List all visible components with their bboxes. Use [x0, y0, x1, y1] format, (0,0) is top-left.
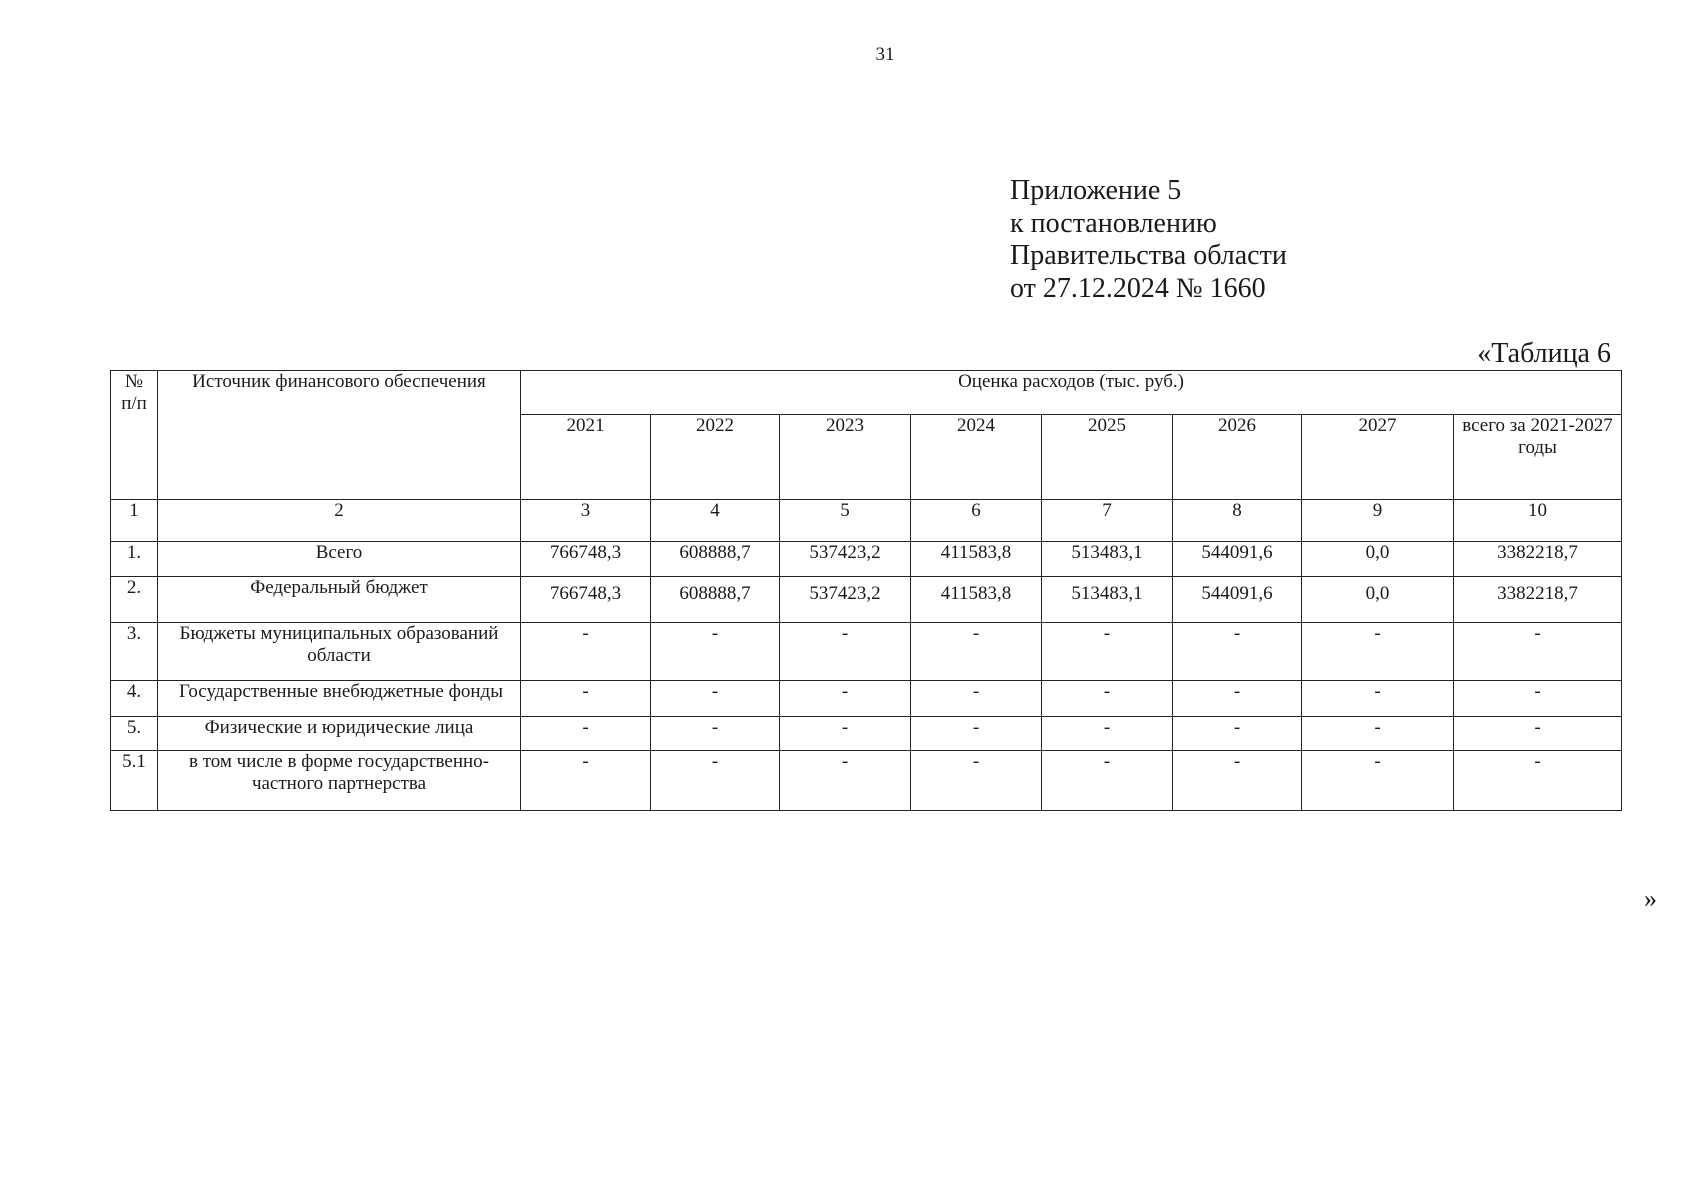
cell-value-text: 537423,2: [809, 583, 881, 604]
cell-value: -: [1302, 681, 1454, 717]
header-year: 2022: [651, 415, 780, 500]
row-source-name: Государственные внебюджетные фонды: [158, 681, 521, 717]
cell-value: -: [911, 751, 1042, 811]
header-year: 2023: [780, 415, 911, 500]
column-number: 9: [1302, 500, 1454, 542]
row-number: 2.: [111, 577, 158, 623]
column-number: 10: [1454, 500, 1622, 542]
column-number: 5: [780, 500, 911, 542]
cell-value: [651, 577, 780, 623]
cell-value-text: 766748,3: [549, 583, 622, 604]
header-year: 2027: [1302, 415, 1454, 500]
cell-value: [1042, 577, 1173, 623]
cell-value-text: 0,0: [1365, 583, 1390, 604]
cell-value: [521, 577, 651, 623]
cell-value: -: [1173, 681, 1302, 717]
row-source-name: Бюджеты муниципальных образований области: [158, 623, 521, 681]
column-number-row: [111, 500, 1622, 542]
table-row: [111, 717, 1622, 751]
header-year: 2025: [1042, 415, 1173, 500]
cell-value: -: [780, 717, 911, 751]
appendix-header: [1010, 175, 1287, 305]
row-number: 5.1: [111, 751, 158, 811]
cell-value: -: [911, 623, 1042, 681]
cell-value: -: [651, 751, 780, 811]
cell-value: -: [1173, 717, 1302, 751]
cell-value: -: [651, 717, 780, 751]
table-row: [111, 623, 1622, 681]
cell-value: -: [1173, 751, 1302, 811]
cell-value: -: [1042, 623, 1173, 681]
cell-value: [1302, 577, 1454, 623]
cell-value: 3382218,7: [1454, 542, 1622, 577]
appendix-authority: Правительства области: [1010, 240, 1287, 271]
cell-value: -: [1302, 623, 1454, 681]
header-num: № п/п: [111, 371, 158, 500]
cell-value: -: [1454, 717, 1622, 751]
row-number: 1.: [111, 542, 158, 577]
cell-value: -: [1042, 751, 1173, 811]
cell-value: -: [521, 751, 651, 811]
header-year: 2026: [1173, 415, 1302, 500]
column-number: 7: [1042, 500, 1173, 542]
cell-value: -: [780, 623, 911, 681]
cell-value: -: [780, 751, 911, 811]
cell-value: -: [780, 681, 911, 717]
table-row: [111, 751, 1622, 811]
cell-value: 766748,3: [521, 542, 651, 577]
cell-value: [1454, 577, 1622, 623]
header-year: 2021: [521, 415, 651, 500]
cell-value-text: 411583,8: [940, 583, 1012, 604]
closing-quote: »: [1644, 884, 1657, 913]
cell-value: 608888,7: [651, 542, 780, 577]
cell-value: -: [651, 623, 780, 681]
cell-value: -: [521, 717, 651, 751]
cell-value-text: 608888,7: [679, 583, 751, 604]
cell-value: -: [1454, 623, 1622, 681]
cell-value: 0,0: [1302, 542, 1454, 577]
cell-value: 411583,8: [911, 542, 1042, 577]
header-expenses: Оценка расходов (тыс. руб.): [521, 371, 1622, 415]
column-number: 6: [911, 500, 1042, 542]
column-number: 3: [521, 500, 651, 542]
column-number: 4: [651, 500, 780, 542]
cell-value: -: [1042, 717, 1173, 751]
page-number: 31: [875, 44, 895, 65]
cell-value-text: 513483,1: [1071, 583, 1143, 604]
row-source-name: Всего: [158, 542, 521, 577]
cell-value: 513483,1: [1042, 542, 1173, 577]
cell-value: -: [1302, 751, 1454, 811]
row-number: 4.: [111, 681, 158, 717]
column-number: 1: [111, 500, 158, 542]
table-row: [111, 681, 1622, 717]
cell-value: -: [1454, 681, 1622, 717]
financing-table: [110, 370, 1622, 811]
table-row: [111, 542, 1622, 577]
cell-value: -: [1302, 717, 1454, 751]
header-year: 2024: [911, 415, 1042, 500]
cell-value: -: [911, 681, 1042, 717]
appendix-title: Приложение 5: [1010, 175, 1182, 206]
row-source-name: Федеральный бюджет: [158, 577, 521, 623]
header-total: всего за 2021-2027 годы: [1454, 415, 1622, 500]
row-number: 3.: [111, 623, 158, 681]
cell-value: -: [911, 717, 1042, 751]
cell-value: [1173, 577, 1302, 623]
cell-value: -: [651, 681, 780, 717]
cell-value: [911, 577, 1042, 623]
column-number: 2: [158, 500, 521, 542]
header-source: Источник финансового обеспечения: [158, 371, 521, 500]
row-source-name: Физические и юридические лица: [158, 717, 521, 751]
cell-value: -: [521, 623, 651, 681]
row-number: 5.: [111, 717, 158, 751]
column-number: 8: [1173, 500, 1302, 542]
cell-value: -: [1454, 751, 1622, 811]
cell-value: -: [1173, 623, 1302, 681]
table-caption: «Таблица 6: [1477, 338, 1611, 369]
cell-value: [780, 577, 911, 623]
cell-value-text: 3382218,7: [1497, 583, 1578, 604]
cell-value: 544091,6: [1173, 542, 1302, 577]
appendix-ref-line: к постановлению: [1010, 207, 1217, 239]
row-source-name: в том числе в форме государственно-частного партнерства: [158, 751, 521, 811]
appendix-date-number: от 27.12.2024 № 1660: [1010, 272, 1266, 304]
table-row: [111, 577, 1622, 623]
cell-value-text: 544091,6: [1201, 583, 1273, 604]
cell-value: 537423,2: [780, 542, 911, 577]
cell-value: -: [1042, 681, 1173, 717]
cell-value: -: [521, 681, 651, 717]
header-row-group: [111, 371, 1622, 415]
